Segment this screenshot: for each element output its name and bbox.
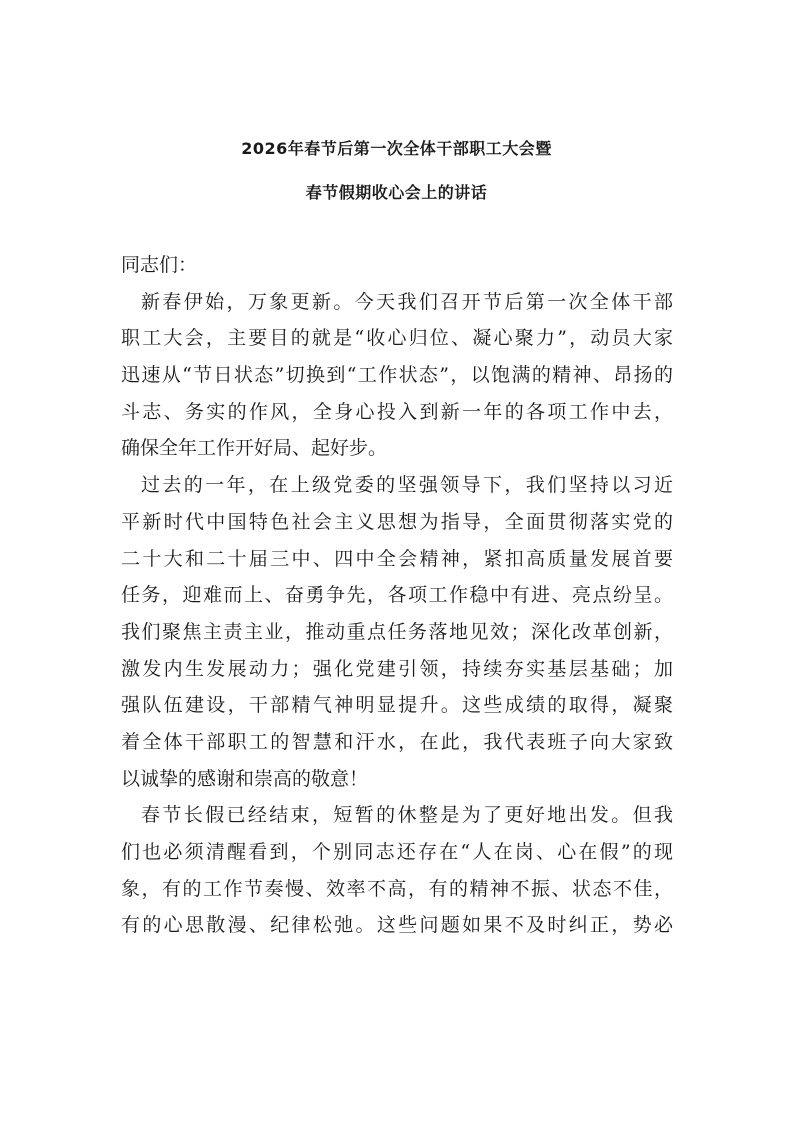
paragraph-line: 斗志、务实的作风，全身心投入到新一年的各项工作中去， [121, 400, 673, 423]
paragraph-line: 象，有的工作节奏慢、效率不高，有的精神不振、状态不佳， [121, 877, 673, 900]
document-title [0, 127, 793, 215]
paragraph-line: 春节长假已经结束，短暂的休整是为了更好地出发。但我 [141, 804, 673, 827]
title-line-1: 2026年春节后第一次全体干部职工大会暨 [241, 139, 552, 158]
paragraph-line: 新春伊始，万象更新。今天我们召开节后第一次全体干部 [141, 290, 673, 313]
paragraph-line: 迅速从“节日状态”切换到“工作状态”，以饱满的精神、昂扬的 [121, 364, 673, 387]
paragraph-line: 以诚挚的感谢和崇高的敬意！ [121, 767, 369, 790]
paragraph-line: 确保全年工作开好局、起好步。 [121, 437, 388, 460]
paragraph-line: 二十大和二十届三中、四中全会精神，紧扣高质量发展首要 [121, 547, 673, 570]
paragraph-line: 强队伍建设，干部精气神明显提升。这些成绩的取得，凝聚 [121, 694, 673, 717]
paragraph-line: 平新时代中国特色社会主义思想为指导，全面贯彻落实党的 [121, 510, 673, 533]
paragraph-2 [121, 467, 673, 797]
paragraph-line: 着全体干部职工的智慧和汗水，在此，我代表班子向大家致 [121, 730, 673, 753]
paragraph-line: 职工大会，主要目的就是“收心归位、凝心聚力”，动员大家 [121, 327, 673, 350]
paragraph-line: 任务，迎难而上、奋勇争先，各项工作稳中有进、亮点纷呈。 [121, 584, 673, 607]
document-body [121, 247, 673, 944]
paragraph-line: 激发内生发展动力；强化党建引领，持续夯实基层基础；加 [121, 657, 673, 680]
paragraph-line: 有的心思散漫、纪律松弛。这些问题如果不及时纠正，势必 [121, 914, 673, 937]
paragraph-line: 过去的一年，在上级党委的坚强领导下，我们坚持以习近 [141, 474, 673, 497]
salutation: 同志们： [121, 254, 198, 276]
paragraph-1 [121, 284, 673, 467]
title-line-2: 春节假期收心会上的讲话 [305, 183, 488, 202]
paragraph-3 [121, 797, 673, 944]
paragraph-line: 们也必须清醒看到，个别同志还存在“人在岗、心在假”的现 [121, 841, 673, 863]
paragraph-line: 我们聚焦主责主业，推动重点任务落地见效；深化改革创新， [121, 620, 673, 643]
